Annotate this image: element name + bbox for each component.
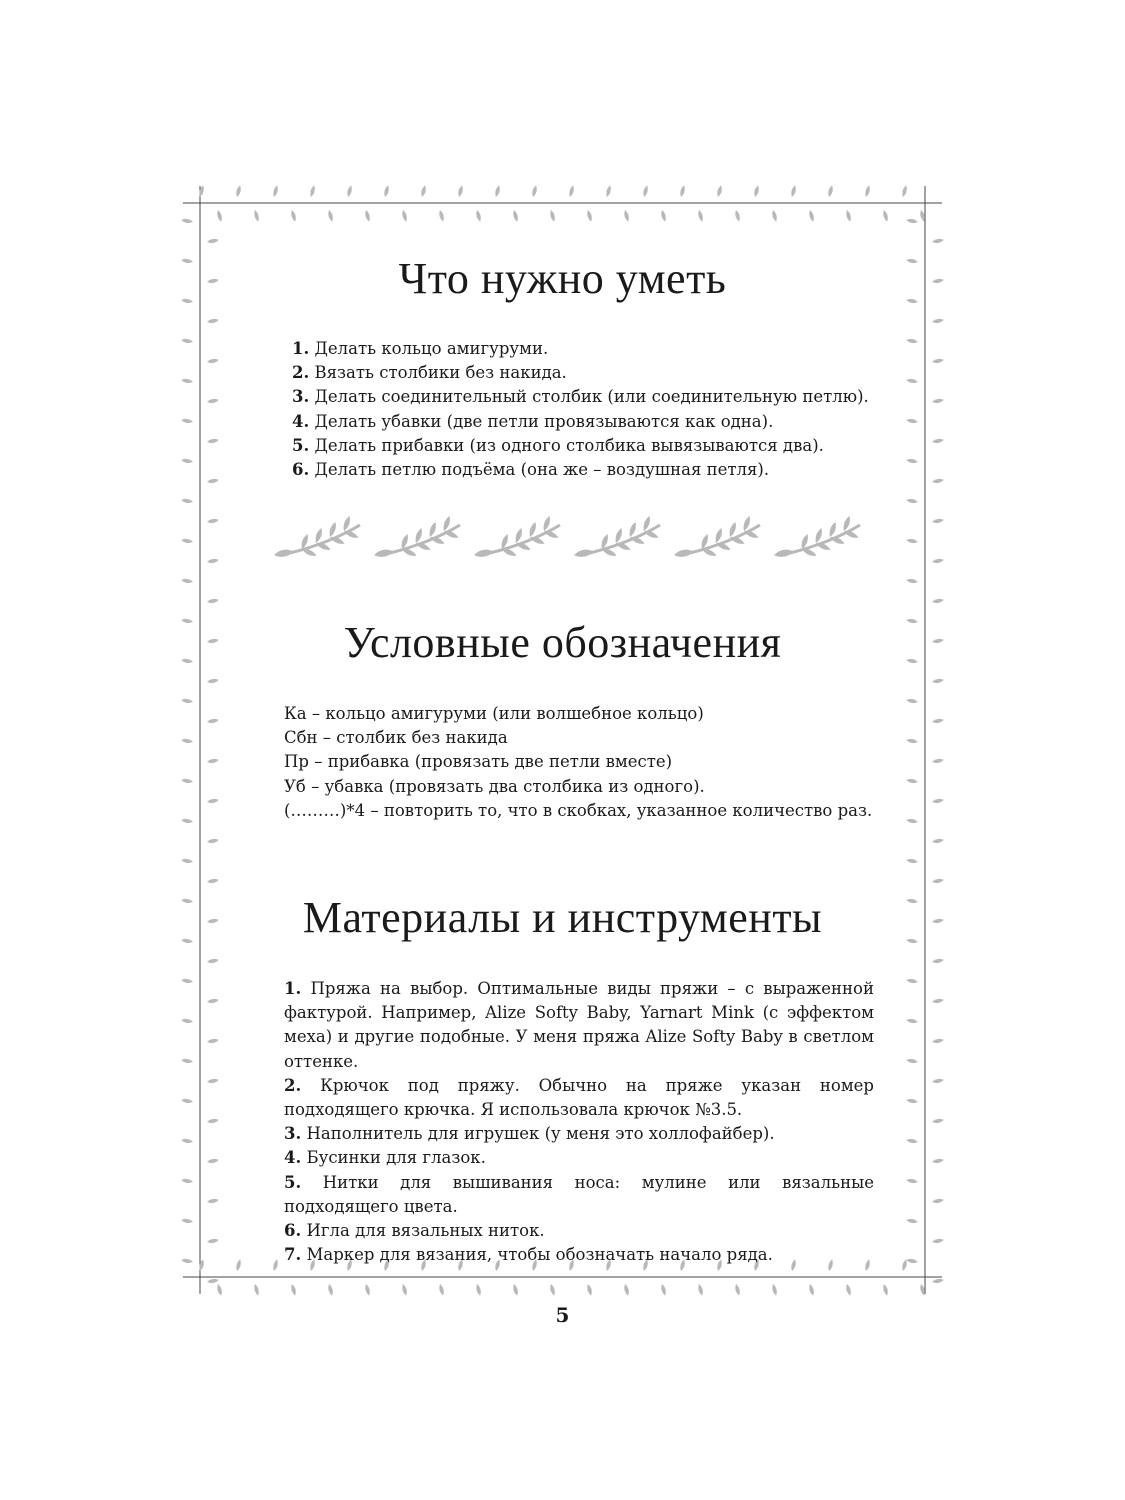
leaf-ornament	[181, 898, 194, 904]
leaf-ornament	[932, 1158, 945, 1164]
leaf-ornament	[728, 521, 738, 538]
leaf-ornament	[181, 698, 194, 704]
leaf-ornament	[906, 1058, 919, 1064]
leaf-ornament	[235, 185, 242, 198]
leaf-ornament	[906, 738, 919, 744]
leaf-ornament	[845, 209, 852, 222]
leaf-ornament	[932, 878, 945, 884]
leaf-ornament	[328, 521, 338, 538]
leaf-ornament	[181, 458, 194, 464]
leaf-ornament	[845, 1283, 852, 1296]
leaf-ornament	[364, 1283, 371, 1296]
leaf-ornament	[932, 1118, 945, 1124]
leaf-ornament	[475, 1283, 482, 1296]
leaf-ornament	[290, 209, 297, 222]
leaf-ornament	[932, 678, 945, 684]
leaf-ornament	[586, 1283, 593, 1296]
leaf-ornament	[181, 1138, 194, 1144]
leaf-ornament	[207, 1038, 220, 1044]
leaf-ornament	[207, 878, 220, 884]
leaf-ornament	[207, 398, 220, 404]
leaf-ornament	[512, 209, 519, 222]
leaf-ornament	[771, 1283, 778, 1296]
section-title-legend: Условные обозначения	[343, 618, 782, 667]
leaf-ornament	[932, 998, 945, 1004]
list-item: 1. Пряжа на выбор. Оптимальные виды пряжи – с выраженной фактурой. Например, Alize Softy Baby, Yarnart Mink (с эффектом меха) и другие подобные. У меня пряжа Alize Softy Baby в светлом оттенке.	[284, 979, 874, 1071]
leaf-ornament	[864, 185, 871, 198]
leaf-ornament	[181, 818, 194, 824]
section-title-skills: Что нужно уметь	[398, 254, 727, 303]
leaf-ornament	[932, 798, 945, 804]
leaf-ornament	[290, 1283, 297, 1296]
leaf-ornament	[512, 1283, 519, 1296]
leaf-ornament	[373, 548, 394, 558]
leaf-ornament	[932, 438, 945, 444]
leaf-ornament	[882, 209, 889, 222]
leaf-ornament	[906, 578, 919, 584]
list-item: 1. Делать кольцо амигуруми.	[292, 339, 549, 358]
page-number: 5	[555, 1303, 570, 1327]
leaf-ornament	[932, 278, 945, 284]
leaf-ornament	[272, 185, 279, 198]
leaf-ornament	[475, 209, 482, 222]
leaf-ornament	[181, 1178, 194, 1184]
leaf-ornament	[401, 1283, 408, 1296]
leaf-ornament	[207, 678, 220, 684]
leaf-ornament	[181, 1018, 194, 1024]
leaf-ornament	[181, 778, 194, 784]
leaf-ornament	[906, 818, 919, 824]
leaf-ornament	[790, 185, 797, 198]
leaf-ornament	[932, 1278, 945, 1284]
leaf-ornament	[906, 418, 919, 424]
leaf-ornament	[628, 521, 638, 538]
leaf-ornament	[383, 185, 390, 198]
leaf-ornament	[932, 1238, 945, 1244]
leaf-ornament	[181, 738, 194, 744]
leaf-ornament	[827, 185, 834, 198]
leaf-ornament	[207, 798, 220, 804]
leaf-ornament	[586, 209, 593, 222]
legend-item: Ка – кольцо амигуруми (или волшебное кольцо)	[284, 704, 704, 723]
leaf-ornament	[573, 548, 594, 558]
leaf-ornament	[428, 521, 438, 538]
leaf-ornament	[181, 978, 194, 984]
list-item: 4. Делать убавки (две петли провязываются как одна).	[292, 411, 774, 431]
leaf-ornament	[181, 298, 194, 304]
leaf-ornament	[327, 1283, 334, 1296]
leaf-ornament	[207, 998, 220, 1004]
legend-item: Пр – прибавка (провязать две петли вместе)	[284, 752, 673, 772]
leaf-ornament	[906, 1258, 919, 1264]
leaf-ornament	[932, 518, 945, 524]
leaf-ornament	[716, 185, 723, 198]
leaf-ornament	[808, 209, 815, 222]
leaf-ornament	[181, 858, 194, 864]
leaf-ornament	[207, 1238, 220, 1244]
leaf-ornament	[494, 185, 501, 198]
leaf-ornament	[901, 185, 908, 198]
list-item: 6. Игла для вязальных ниток.	[284, 1221, 545, 1241]
leaf-ornament	[906, 458, 919, 464]
leaf-ornament	[614, 527, 624, 544]
leaf-ornament	[906, 1098, 919, 1104]
leaf-ornament	[932, 358, 945, 364]
list-item: 4. Бусинки для глазок.	[284, 1148, 486, 1168]
leaf-ornament	[549, 209, 556, 222]
leaf-ornament	[697, 1283, 704, 1296]
legend-list	[284, 702, 872, 823]
leaf-ornament	[814, 527, 824, 544]
list-item: 2. Вязать столбики без накида.	[292, 363, 567, 383]
leaf-ornament	[198, 185, 205, 198]
leaf-ornament	[420, 185, 427, 198]
list-item: 5. Нитки для вышивания носа: мулине или вязальные подходящего цвета.	[284, 1172, 874, 1216]
leaf-ornament	[181, 1098, 194, 1104]
leaf-ornament	[932, 238, 945, 244]
leaf-ornament	[828, 521, 838, 538]
leaf-ornament	[198, 1259, 205, 1272]
leaf-ornament	[932, 558, 945, 564]
leaf-ornament	[216, 1283, 223, 1296]
leaf-ornament	[906, 858, 919, 864]
list-item: 3. Делать соединительный столбик (или соединительную петлю).	[292, 387, 869, 407]
leaf-ornament	[514, 527, 524, 544]
leaf-ornament	[734, 1283, 741, 1296]
skills-list	[292, 337, 869, 482]
section-title-materials: Материалы и инструменты	[302, 893, 823, 942]
leaf-ornament	[181, 418, 194, 424]
leaf-ornament	[906, 218, 919, 224]
leaf-ornament	[207, 238, 220, 244]
leaf-ornament	[216, 209, 223, 222]
leaf-ornament	[906, 698, 919, 704]
leaf-ornament	[181, 1258, 194, 1264]
materials-list	[284, 977, 874, 1267]
leaf-ornament	[932, 838, 945, 844]
leaf-ornament	[932, 1078, 945, 1084]
leaf-ornament	[623, 1283, 630, 1296]
list-item: 2. Крючок под пряжу. Обычно на пряже указан номер подходящего крючка. Я использовала крючок №3.5.	[284, 1075, 874, 1120]
leaf-ornament	[181, 258, 194, 264]
leaf-ornament	[207, 758, 220, 764]
leaf-ornament	[623, 209, 630, 222]
leaf-ornament	[605, 185, 612, 198]
leaf-ornament	[660, 209, 667, 222]
leaf-ornament	[207, 718, 220, 724]
leaf-ornament	[660, 1283, 667, 1296]
leaf-ornament	[253, 209, 260, 222]
leaf-ornament	[734, 209, 741, 222]
leaf-ornament	[207, 958, 220, 964]
leaf-ornament	[181, 658, 194, 664]
leaf-ornament	[932, 958, 945, 964]
legend-item: (………)*4 – повторить то, что в скобках, указанное количество раз.	[284, 800, 873, 820]
list-item: 3. Наполнитель для игрушек (у меня это холлофайбер).	[284, 1124, 775, 1144]
leaf-ornament	[906, 778, 919, 784]
leaf-ornament	[697, 209, 704, 222]
leaf-ornament	[901, 1259, 908, 1272]
leaf-ornament	[773, 548, 794, 558]
leaf-ornament	[906, 378, 919, 384]
leaf-ornament	[207, 1158, 220, 1164]
leaf-ornament	[906, 1138, 919, 1144]
leaf-ornament	[438, 209, 445, 222]
leaf-ornament	[181, 938, 194, 944]
leaf-ornament	[808, 1283, 815, 1296]
leaf-ornament	[181, 218, 194, 224]
leaf-ornament	[181, 1218, 194, 1224]
leaf-ornament	[906, 338, 919, 344]
leaf-ornament	[207, 318, 220, 324]
leaf-ornament	[906, 978, 919, 984]
leaf-ornament	[181, 1058, 194, 1064]
leaf-ornament	[207, 1118, 220, 1124]
leaf-ornament	[414, 527, 424, 544]
leaf-ornament	[364, 209, 371, 222]
leaf-ornament	[253, 1283, 260, 1296]
leaf-ornament	[181, 498, 194, 504]
leaf-ornament	[932, 398, 945, 404]
leaf-ornament	[679, 185, 686, 198]
leaf-ornament	[181, 578, 194, 584]
leaf-ornament	[714, 527, 724, 544]
leaf-ornament	[181, 338, 194, 344]
leaf-ornament	[207, 598, 220, 604]
leaf-ornament	[932, 758, 945, 764]
leaf-ornament	[207, 1198, 220, 1204]
leaf-ornament	[673, 548, 694, 558]
leaf-ornament	[932, 1198, 945, 1204]
list-item: 7. Маркер для вязания, чтобы обозначать начало ряда.	[284, 1245, 773, 1265]
leaf-ornament	[753, 185, 760, 198]
leaf-ornament	[882, 1283, 889, 1296]
leaf-ornament	[272, 1259, 279, 1272]
leaf-ornament	[207, 518, 220, 524]
leaf-ornament	[438, 1283, 445, 1296]
list-item: 5. Делать прибавки (из одного столбика вывязываются два).	[292, 435, 824, 455]
leaf-divider-ornament	[273, 515, 860, 558]
leaf-ornament	[181, 378, 194, 384]
leaf-ornament	[906, 1178, 919, 1184]
leaf-ornament	[314, 527, 324, 544]
leaf-ornament	[473, 548, 494, 558]
legend-item: Уб – убавка (провязать два столбика из одного).	[284, 776, 705, 796]
legend-item: Сбн – столбик без накида	[284, 728, 508, 748]
leaf-ornament	[207, 558, 220, 564]
leaf-ornament	[906, 1018, 919, 1024]
leaf-ornament	[457, 185, 464, 198]
leaf-ornament	[932, 318, 945, 324]
leaf-ornament	[906, 538, 919, 544]
leaf-ornament	[207, 438, 220, 444]
leaf-ornament	[273, 548, 294, 558]
leaf-ornament	[549, 1283, 556, 1296]
leaf-ornament	[207, 358, 220, 364]
leaf-ornament	[181, 618, 194, 624]
leaf-ornament	[932, 918, 945, 924]
leaf-ornament	[207, 838, 220, 844]
leaf-ornament	[346, 185, 353, 198]
leaf-ornament	[401, 209, 408, 222]
leaf-ornament	[207, 478, 220, 484]
leaf-ornament	[568, 185, 575, 198]
leaf-ornament	[528, 521, 538, 538]
leaf-ornament	[207, 1278, 220, 1284]
leaf-ornament	[906, 1218, 919, 1224]
leaf-ornament	[932, 718, 945, 724]
leaf-ornament	[309, 185, 316, 198]
leaf-ornament	[932, 598, 945, 604]
leaf-ornament	[235, 1259, 242, 1272]
leaf-ornament	[642, 185, 649, 198]
leaf-ornament	[771, 209, 778, 222]
leaf-ornament	[181, 538, 194, 544]
leaf-ornament	[207, 1078, 220, 1084]
leaf-ornament	[932, 478, 945, 484]
leaf-ornament	[906, 498, 919, 504]
leaf-ornament	[932, 1038, 945, 1044]
leaf-ornament	[531, 185, 538, 198]
leaf-ornament	[327, 209, 334, 222]
list-item: 6. Делать петлю подъёма (она же – воздушная петля).	[292, 460, 770, 480]
leaf-ornament	[932, 638, 945, 644]
